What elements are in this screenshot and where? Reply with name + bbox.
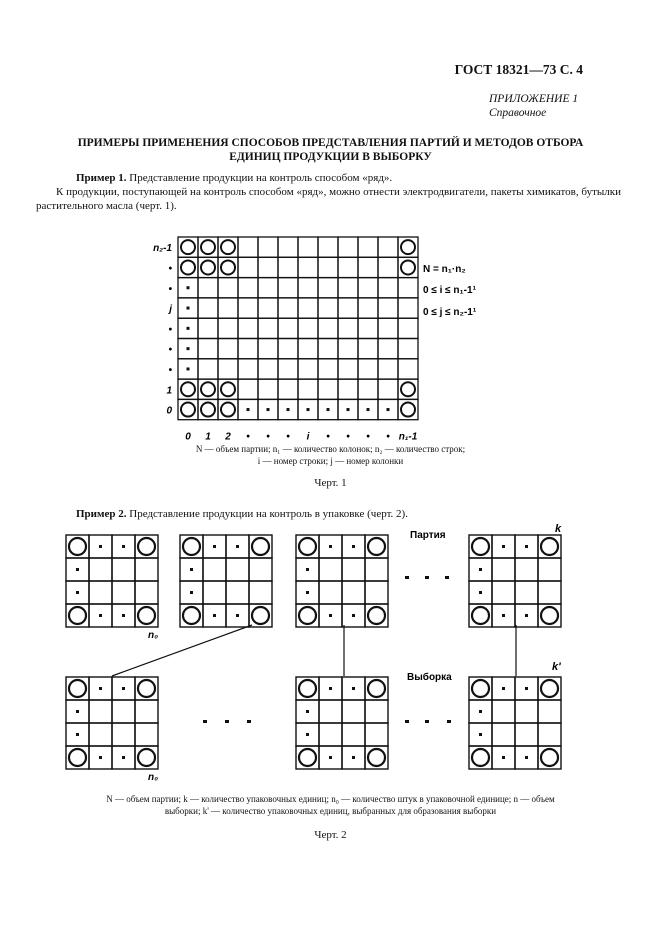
row-label: • — [168, 263, 172, 275]
grid-cell — [258, 318, 278, 338]
grid-cell — [198, 399, 218, 419]
grid-cell — [178, 298, 198, 318]
grid-cell — [238, 257, 258, 277]
col-label: 0 — [185, 431, 191, 440]
label-kprime: k' — [552, 661, 561, 673]
grid-cell — [178, 237, 198, 257]
grid-cell — [238, 339, 258, 359]
col-label: • — [326, 431, 330, 440]
grid-cell — [358, 339, 378, 359]
grid-cell — [258, 237, 278, 257]
grid-cell — [198, 339, 218, 359]
annotation-j-range: 0 ≤ j ≤ n₂-1¹ — [423, 307, 477, 318]
grid-cell — [338, 318, 358, 338]
grid-cell — [358, 359, 378, 379]
label-sample: Выборка — [407, 672, 452, 683]
grid-cell — [298, 237, 318, 257]
col-label: • — [286, 431, 290, 440]
grid-cell — [258, 399, 278, 419]
grid-cell — [258, 298, 278, 318]
grid-cell — [338, 278, 358, 298]
grid-cell — [178, 359, 198, 379]
package-unit — [66, 677, 158, 769]
grid-cell — [218, 237, 238, 257]
grid-cell — [238, 278, 258, 298]
row-label: 1 — [166, 385, 172, 397]
col-label: • — [246, 431, 250, 440]
grid-cell — [238, 237, 258, 257]
grid-cell — [178, 339, 198, 359]
grid-cell — [298, 257, 318, 277]
col-label: • — [266, 431, 270, 440]
grid-cell — [358, 399, 378, 419]
grid-cell — [178, 318, 198, 338]
grid-cell — [238, 359, 258, 379]
example-1-text: Представление продукции на контроль способом «ряд». — [129, 172, 393, 184]
figure-2-caption — [0, 793, 661, 817]
package-unit — [296, 535, 388, 627]
grid-cell — [398, 278, 418, 298]
grid-cell — [318, 318, 338, 338]
example-2-label: Пример 2. — [76, 508, 127, 520]
figure-1-row-labels — [153, 243, 172, 416]
grid-cell — [378, 339, 398, 359]
grid-cell — [238, 318, 258, 338]
row-label: • — [168, 283, 172, 295]
grid-cell — [198, 379, 218, 399]
row-label: • — [168, 344, 172, 356]
col-label: i — [306, 431, 310, 440]
label-n0-top: n₀ — [148, 630, 159, 641]
grid-cell — [318, 257, 338, 277]
grid-cell — [318, 399, 338, 419]
grid-cell — [318, 339, 338, 359]
grid-cell — [218, 298, 238, 318]
ellipsis-top — [405, 576, 449, 579]
appendix-number: ПРИЛОЖЕНИЕ 1 — [489, 93, 579, 105]
ellipsis-bottom-left — [203, 720, 251, 723]
figure-1-col-labels — [185, 432, 417, 440]
grid-cell — [318, 359, 338, 379]
grid-cell — [218, 379, 238, 399]
example-2-text: Представление продукции на контроль в упаковке (черт. 2). — [129, 508, 408, 520]
title-line-2: ЕДИНИЦ ПРОДУКЦИИ В ВЫБОРКУ — [229, 151, 432, 163]
grid-cell — [398, 359, 418, 379]
annotation-total: N = n₁·n₂ — [423, 264, 466, 275]
grid-cell — [398, 379, 418, 399]
row-label: 0 — [166, 405, 172, 417]
col-label: 1 — [205, 431, 211, 440]
grid-cell — [338, 379, 358, 399]
grid-cell — [278, 379, 298, 399]
appendix-type: Справочное — [489, 107, 547, 119]
package-unit — [469, 677, 561, 769]
figure-2-caption-line-1: N — объем партии; k — количество упаковочных единиц; n₀ — количество штук в упаковочной единице; n — объем — [106, 794, 555, 804]
col-label: • — [346, 431, 350, 440]
page-header: ГОСТ 18321—73 С. 4 — [454, 62, 583, 77]
grid-cell — [398, 298, 418, 318]
grid-cell — [398, 318, 418, 338]
row-label: • — [168, 324, 172, 336]
figure-1-caption-line-1: N — объем партии; n₁ — количество колонок; n₂ — количество строк; — [195, 444, 466, 454]
grid-cell — [338, 257, 358, 277]
grid-cell — [398, 399, 418, 419]
grid-cell — [258, 278, 278, 298]
grid-cell — [278, 339, 298, 359]
grid-cell — [378, 237, 398, 257]
figure-2-packages — [66, 535, 561, 769]
grid-cell — [278, 278, 298, 298]
grid-cell — [358, 298, 378, 318]
col-label: 2 — [225, 431, 231, 440]
grid-cell — [378, 379, 398, 399]
grid-cell — [178, 379, 198, 399]
grid-cell — [358, 379, 378, 399]
grid-cell — [298, 359, 318, 379]
grid-cell — [378, 278, 398, 298]
grid-cell — [378, 298, 398, 318]
grid-cell — [298, 379, 318, 399]
package-unit — [469, 535, 561, 627]
grid-cell — [258, 379, 278, 399]
figure-1-cells — [178, 237, 418, 420]
example-1-paragraph: К продукции, поступающей на контроль способом «ряд», можно отнести электродвигатели, пакеты химикатов, бутылки растительного масла (черт. 1). — [36, 186, 621, 212]
grid-cell — [398, 257, 418, 277]
grid-cell — [338, 339, 358, 359]
annotation-i-range: 0 ≤ i ≤ n₁-1¹ — [423, 285, 476, 296]
grid-cell — [358, 318, 378, 338]
figure-1-caption — [0, 443, 661, 467]
row-label: j — [169, 304, 172, 316]
col-label: • — [386, 431, 390, 440]
grid-cell — [198, 298, 218, 318]
grid-cell — [278, 359, 298, 379]
grid-cell — [258, 257, 278, 277]
grid-cell — [278, 318, 298, 338]
grid-cell — [398, 339, 418, 359]
grid-cell — [278, 257, 298, 277]
grid-cell — [398, 237, 418, 257]
grid-cell — [258, 359, 278, 379]
grid-cell — [198, 257, 218, 277]
grid-cell — [218, 359, 238, 379]
title-line-1: ПРИМЕРЫ ПРИМЕНЕНИЯ СПОСОБОВ ПРЕДСТАВЛЕНИЯ ПАРТИЙ И МЕТОДОВ ОТБОРА — [77, 137, 584, 149]
grid-cell — [238, 379, 258, 399]
grid-cell — [218, 399, 238, 419]
selection-line-1 — [112, 625, 252, 676]
grid-cell — [378, 318, 398, 338]
label-k: k — [555, 523, 562, 535]
grid-cell — [178, 399, 198, 419]
package-unit — [66, 535, 158, 627]
grid-cell — [298, 298, 318, 318]
grid-cell — [278, 298, 298, 318]
grid-cell — [338, 237, 358, 257]
grid-cell — [218, 339, 238, 359]
grid-cell — [378, 257, 398, 277]
grid-cell — [358, 237, 378, 257]
figure-1-grid — [0, 225, 661, 440]
grid-cell — [198, 237, 218, 257]
grid-cell — [218, 278, 238, 298]
ellipsis-bottom-right — [405, 720, 451, 723]
grid-cell — [198, 318, 218, 338]
grid-cell — [198, 359, 218, 379]
grid-cell — [278, 237, 298, 257]
grid-cell — [318, 237, 338, 257]
grid-cell — [358, 257, 378, 277]
grid-cell — [338, 399, 358, 419]
grid-cell — [298, 399, 318, 419]
appendix-label — [489, 92, 578, 120]
col-label: n₁-1 — [398, 431, 418, 440]
grid-cell — [378, 359, 398, 379]
package-unit — [296, 677, 388, 769]
grid-cell — [378, 399, 398, 419]
col-label: • — [366, 431, 370, 440]
package-unit — [180, 535, 272, 627]
example-1-label: Пример 1. — [76, 172, 127, 184]
grid-cell — [318, 278, 338, 298]
grid-cell — [198, 278, 218, 298]
grid-cell — [218, 318, 238, 338]
grid-cell — [318, 298, 338, 318]
grid-cell — [358, 278, 378, 298]
grid-cell — [238, 298, 258, 318]
label-batch: Партия — [410, 530, 446, 541]
grid-cell — [278, 399, 298, 419]
grid-cell — [178, 257, 198, 277]
figure-1-caption-line-2: i — номер строки; j — номер колонки — [257, 456, 404, 466]
grid-cell — [338, 359, 358, 379]
grid-cell — [298, 278, 318, 298]
label-n0-bottom: n₀ — [148, 772, 159, 783]
grid-cell — [298, 318, 318, 338]
grid-cell — [178, 278, 198, 298]
row-label: • — [168, 364, 172, 376]
figure-2-caption-line-2: выборки; k' — количество упаковочных единиц, выбранных для образования выборки — [164, 806, 497, 816]
section-title — [40, 136, 621, 164]
grid-cell — [258, 339, 278, 359]
grid-cell — [318, 379, 338, 399]
grid-cell — [238, 399, 258, 419]
grid-cell — [218, 257, 238, 277]
grid-cell — [338, 298, 358, 318]
figure-2-diagram — [0, 518, 661, 788]
figure-1-label: Черт. 1 — [314, 477, 347, 489]
figure-2-label: Черт. 2 — [314, 829, 347, 841]
grid-cell — [298, 339, 318, 359]
row-label: n₂-1 — [153, 243, 172, 255]
example-1-heading — [56, 171, 621, 185]
